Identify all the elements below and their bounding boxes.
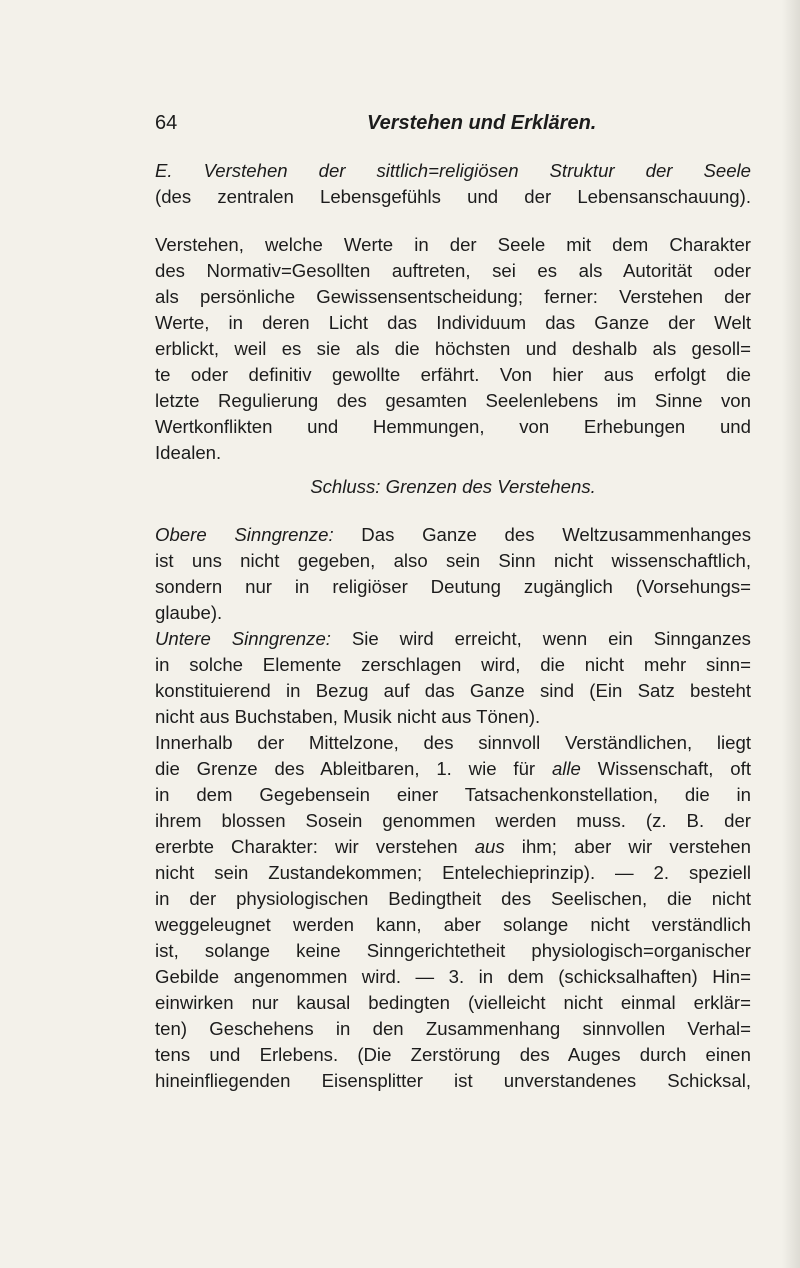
paragraph-line: ten) Geschehens in den Zusammenhang sinnvollen Verhal= [155, 1018, 751, 1039]
paragraph-line: sondern nur in religiöser Deutung zugänglich (Vorsehungs= [155, 576, 751, 597]
paragraph-line: weggeleugnet werden kann, aber solange nicht verständlich [155, 914, 751, 935]
untere-label: Untere Sinngrenze: [155, 628, 331, 649]
paragraph-line: in dem Gegebensein einer Tatsachenkonstellation, die in [155, 784, 751, 805]
paragraph-line: nicht sein Zustandekommen; Entelechieprinzip). — 2. speziell [155, 862, 751, 883]
paragraph-line: in der physiologischen Bedingtheit des Seelischen, die nicht [155, 888, 751, 909]
paragraph-line: hineinfliegenden Eisensplitter ist unverstandenes Schicksal, [155, 1070, 751, 1091]
paragraph-line: in solche Elemente zerschlagen wird, die nicht mehr sinn= [155, 654, 751, 675]
paragraph-line: glaube). [155, 602, 223, 623]
paragraph-line: tens und Erlebens. (Die Zerstörung des Auges durch einen [155, 1044, 751, 1065]
page-header [155, 112, 755, 142]
paragraph-text: Wissenschaft, oft [580, 758, 751, 779]
running-title: Verstehen und Erklären. [367, 112, 597, 134]
section-e-title: Verstehen der sittlich=religiösen Struktur der Seele [203, 160, 752, 181]
paragraph-line: einwirken nur kausal bedingten (vielleicht nicht einmal erklär= [155, 992, 751, 1013]
paragraph-line: des Normativ=Gesollten auftreten, sei es als Autorität oder [155, 260, 751, 281]
paragraph-line: Idealen. [155, 442, 222, 463]
paragraph-line: nicht aus Buchstaben, Musik nicht aus Tönen). [155, 706, 541, 727]
paragraph-line: ist uns nicht gegeben, also sein Sinn nicht wissenschaftlich, [155, 550, 751, 571]
paragraph-text: die Grenze des Ableitbaren, 1. wie für [155, 758, 552, 779]
emphasis-alle: alle [551, 758, 581, 779]
section-e-paragraph [155, 232, 751, 466]
page-edge-shadow [782, 0, 800, 1268]
paragraph-line: Gebilde angenommen wird. — 3. in dem (schicksalhaften) Hin= [155, 966, 751, 987]
paragraph-line: Innerhalb der Mittelzone, des sinnvoll Verständlichen, liegt [155, 732, 751, 753]
paragraph-line: Verstehen, welche Werte in der Seele mit dem Charakter [155, 234, 751, 255]
paragraph-line: letzte Regulierung des gesamten Seelenlebens im Sinne von [155, 390, 751, 411]
page-number: 64 [155, 112, 178, 134]
section-e-subtitle: (des zentralen Lebensgefühls und der Lebensanschauung). [155, 186, 751, 207]
paragraph-line: te oder definitiv gewollte erfährt. Von hier aus erfolgt die [155, 364, 751, 385]
paragraph-line: ihrem blossen Sosein genommen werden muss. (z. B. der [155, 810, 751, 831]
paragraph-text: ererbte Charakter: wir verstehen [155, 836, 475, 857]
paragraph-text: Sie wird erreicht, wenn ein Sinnganzes [330, 628, 751, 649]
section-letter: E. [155, 160, 173, 181]
paragraph-text: ihm; aber wir verstehen [504, 836, 751, 857]
paragraph-line: als persönliche Gewissensentscheidung; ferner: Verstehen der [155, 286, 751, 307]
section-e-heading [155, 158, 751, 210]
paragraph-line: erblickt, weil es sie als die höchsten und deshalb als gesoll= [155, 338, 751, 359]
schluss-title: Schluss: Grenzen des Verstehens. [310, 476, 596, 497]
paragraph-line: konstituierend in Bezug auf das Ganze sind (Ein Satz besteht [155, 680, 751, 701]
obere-label: Obere Sinngrenze: [155, 524, 334, 545]
paragraph-line: ist, solange keine Sinngerichtetheit physiologisch=organischer [155, 940, 751, 961]
paragraph-text: Das Ganze des Weltzusammenhanges [333, 524, 752, 545]
paragraph-line: Wertkonflikten und Hemmungen, von Erhebungen und [155, 416, 751, 437]
paragraph-line: Werte, in deren Licht das Individuum das Ganze der Welt [155, 312, 751, 333]
emphasis-aus: aus [474, 836, 505, 857]
schluss-heading [155, 474, 751, 500]
obere-sinngrenze-paragraph [155, 522, 751, 1094]
